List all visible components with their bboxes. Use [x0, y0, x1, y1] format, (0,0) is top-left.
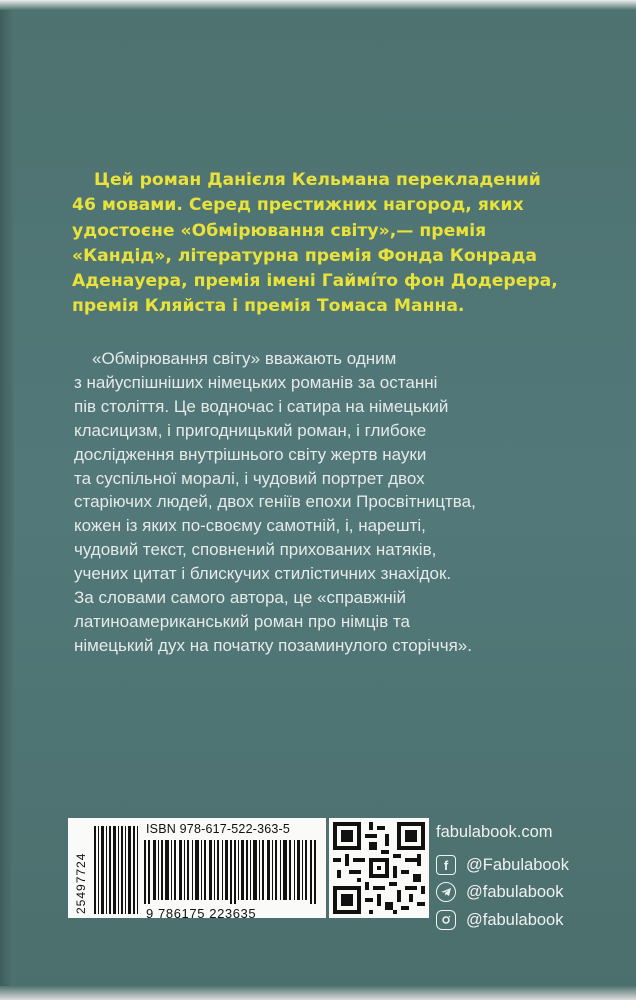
- blurb-line: Цей роман Данієля Кельмана перекладений: [94, 170, 541, 190]
- award-blurb: [72, 168, 582, 320]
- description-line: «Обмірювання світу» вважають одним: [92, 349, 397, 368]
- telegram-handle: @fabulabook: [466, 882, 564, 901]
- description-line: дослідження внутрішнього світу жертв науки: [74, 444, 427, 464]
- blurb-line: 46 мовами. Серед престижних нагород, яких: [72, 195, 524, 216]
- description-line: учених цитат і блискучих стилістичних знахідок.: [74, 564, 452, 584]
- cover-top-edge: [0, 0, 636, 10]
- website-text: fabulabook.com: [436, 823, 553, 841]
- blurb-line: удостоєне «Обмірювання світу»,— премія: [72, 220, 487, 241]
- description-line: чудовий текст, сповнений прихованих натяків,: [74, 540, 437, 560]
- qr-code[interactable]: [329, 818, 429, 918]
- instagram-icon: [436, 910, 456, 930]
- cover-bottom-edge: [0, 986, 636, 1000]
- facebook-handle: @Fabulabook: [466, 855, 569, 874]
- description-line: з найуспішніших німецьких романів за останні: [74, 372, 438, 392]
- barcode-bars: [144, 840, 322, 904]
- blurb-line: Аденауера, премія імені Гаймíто фон Додерера,: [72, 271, 558, 292]
- description-line: класицизм, і пригодницький роман, і глибоке: [74, 420, 427, 440]
- description-line: кожен із яких по-своєму самотній, і, нарешті,: [74, 516, 426, 536]
- facebook-link[interactable]: [436, 855, 569, 875]
- telegram-link[interactable]: [436, 882, 564, 902]
- isbn-label: ISBN 978-617-522-363-5: [146, 822, 291, 836]
- barcode-digits: 9 786175 223635: [146, 906, 257, 921]
- cover-left-edge: [0, 0, 14, 1000]
- website-link[interactable]: [436, 823, 553, 842]
- facebook-icon: f: [436, 855, 456, 875]
- description-line: латиноамериканський роман про німців та: [74, 611, 411, 631]
- telegram-icon: [436, 882, 456, 902]
- barcode-addon-bars: [92, 826, 142, 914]
- barcode-addon-digits: 25497724: [74, 852, 88, 914]
- instagram-link[interactable]: [436, 910, 564, 930]
- blurb-line: «Кандід», літературна премія Фонда Конрада: [72, 245, 537, 266]
- description-line: За словами самого автора, це «справжній: [74, 588, 406, 608]
- description-line: та суспільної моралі, і чудовий портрет двох: [74, 468, 425, 488]
- description-line: старіючих людей, двох геніїв епохи Просвітництва,: [74, 492, 476, 512]
- description-line: німецький дух на початку позаминулого сторіччя».: [74, 635, 472, 655]
- book-description: [74, 347, 594, 658]
- description-line: пів століття. Це водночас і сатира на німецький: [74, 396, 449, 416]
- instagram-handle: @fabulabook: [466, 910, 564, 929]
- blurb-line: премія Кляйста і премія Томаса Манна.: [72, 296, 465, 317]
